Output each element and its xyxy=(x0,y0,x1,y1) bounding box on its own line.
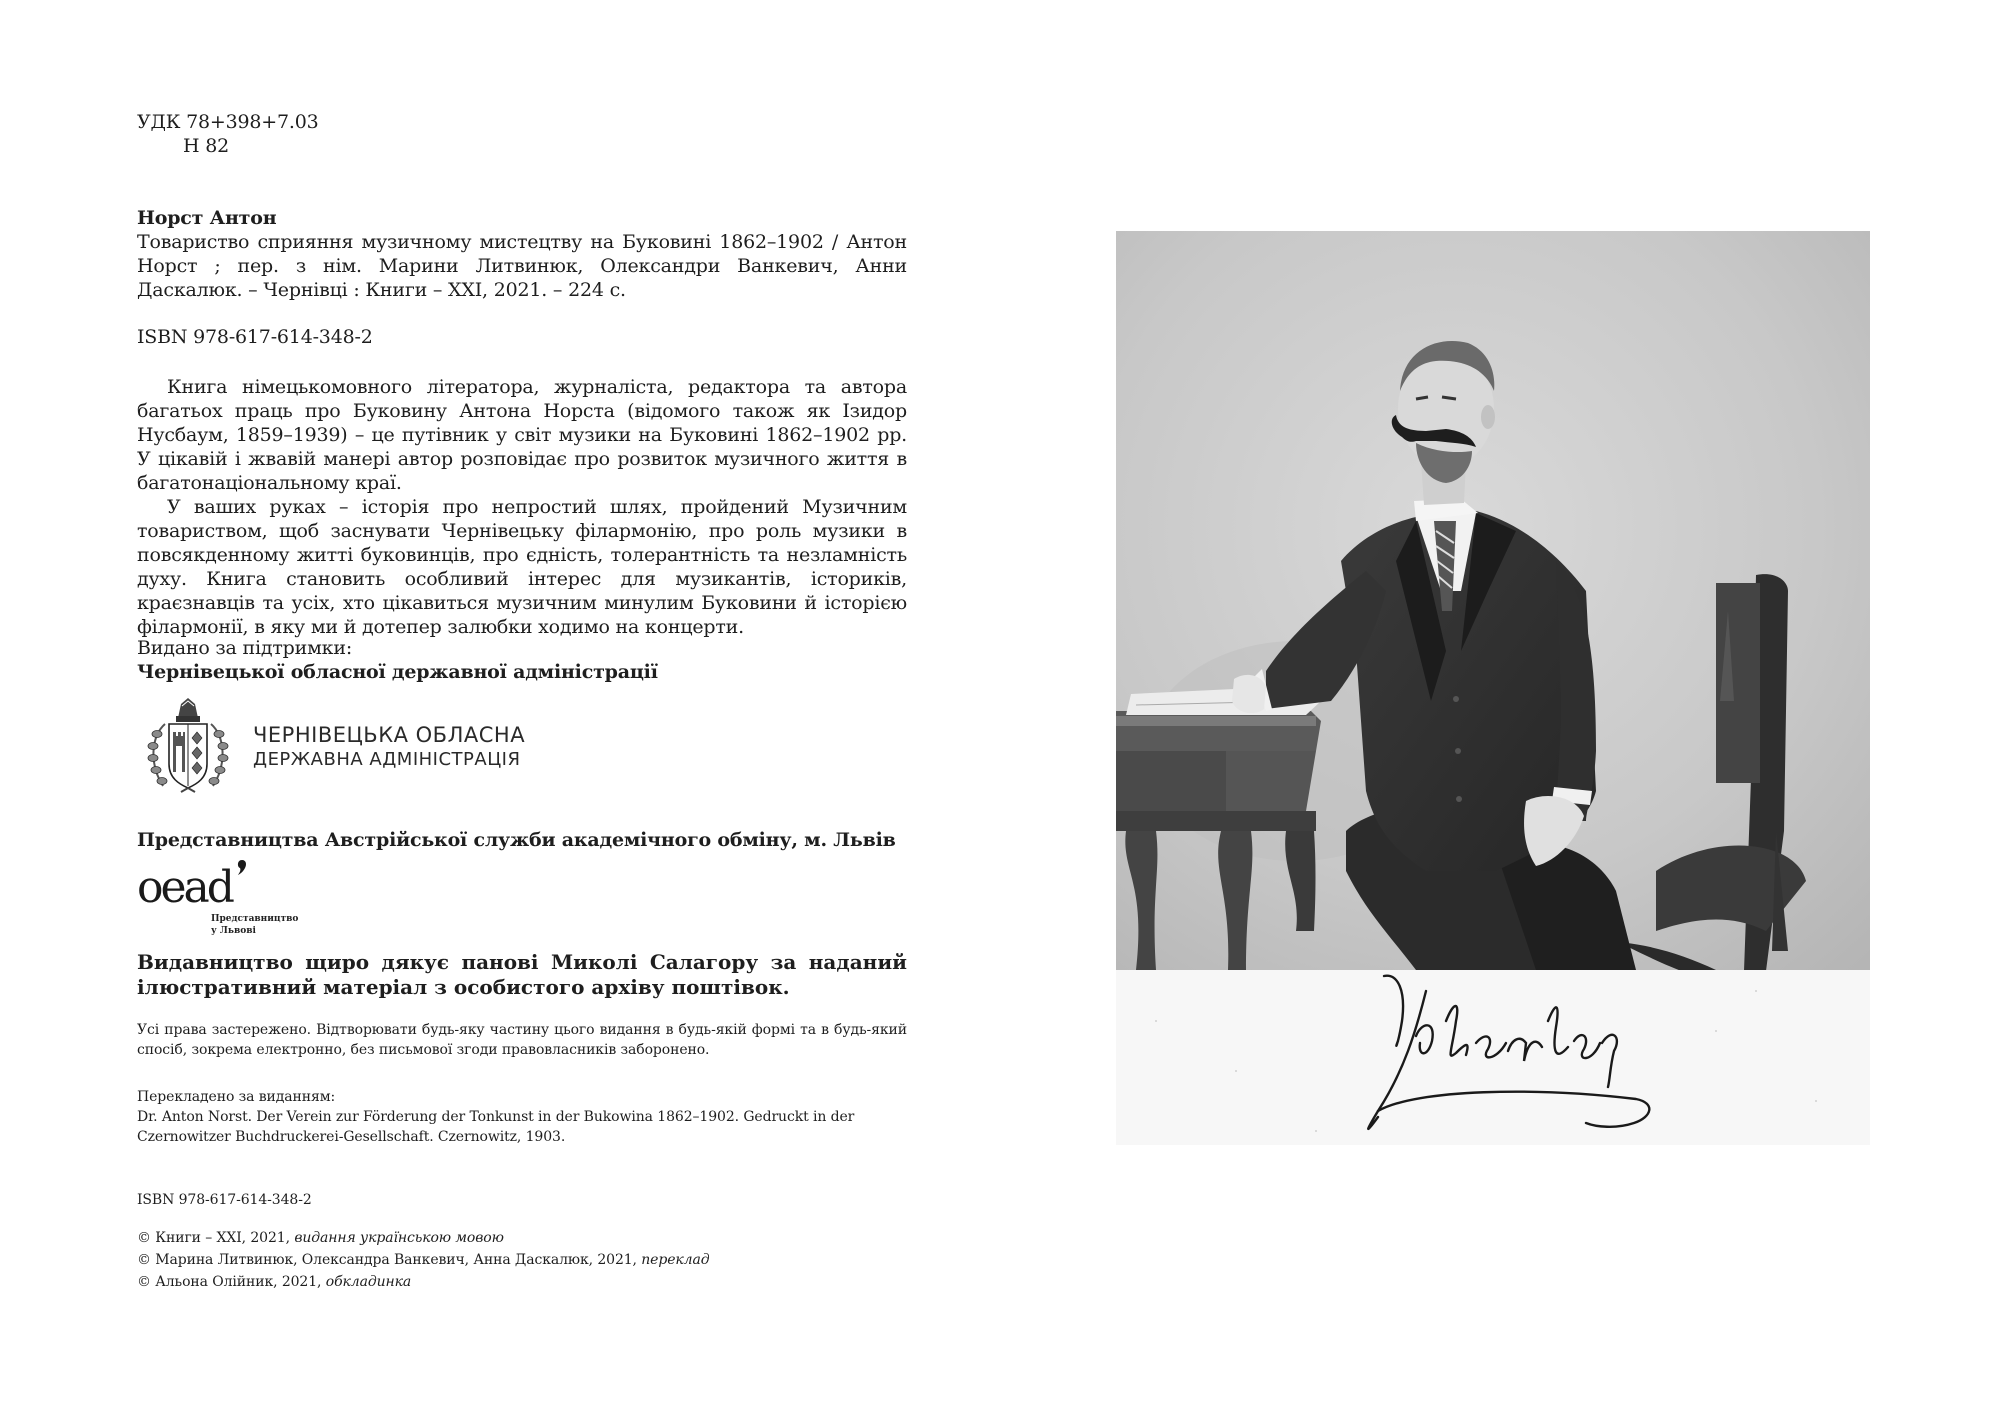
copyright-list xyxy=(137,1227,907,1293)
thanks-note: Видавництво щиро дякує панові Миколі Салагору за наданий ілюстративний матеріал з особистого архіву поштівок. xyxy=(137,950,907,999)
copyright-holder: © Книги – XXI, 2021, xyxy=(137,1230,295,1246)
portrait-photograph xyxy=(1116,231,1870,1145)
annotation xyxy=(137,375,907,639)
udc-block xyxy=(137,110,907,158)
author-mark: Н 82 xyxy=(183,135,229,157)
copyright-role: переклад xyxy=(641,1252,710,1268)
oead-subtitle xyxy=(211,913,298,937)
copyright-line xyxy=(137,1227,907,1249)
oead-subtitle-line2: у Львові xyxy=(211,926,256,936)
copyright-role: видання українською мовою xyxy=(294,1230,504,1246)
annotation-paragraph: У ваших руках – історія про непростий шлях, пройдений Музичним товариством, щоб заснувати Чернівецьку філармонію, про роль музики в повсякденному житті буковинців, про єдність, толерантність та незламність духу. Книга становить особливий інтерес для музикантів, істориків, краєзнавців та усіх, хто цікавиться музичним минулим Буковини й історією філармонії, в яку ми й дотепер залюбки ходимо на концерти. xyxy=(137,496,907,638)
support-org: Чернівецької обласної державної адміністрації xyxy=(137,661,658,683)
oda-logo-text xyxy=(253,722,525,772)
oead-subtitle-line1: Представництво xyxy=(211,914,299,924)
apostrophe-icon xyxy=(237,860,247,876)
bibliographic-entry xyxy=(137,206,907,302)
copyright-role: обкладинка xyxy=(325,1274,412,1290)
isbn-bottom: ISBN 978-617-614-348-2 xyxy=(137,1192,312,1208)
coat-of-arms-icon xyxy=(143,696,233,798)
annotation-paragraph: Книга німецькомовного літератора, журналіста, редактора та автора багатьох праць про Буковину Антона Норста (відомого також як Ізидор Нусбаум, 1859–1939) – це путівник у світ музики на Буковині 1862–1902 рр. У цікавій і жвавій манері автор розповідає про розвиток музичного життя в багатонаціональному краї. xyxy=(137,376,907,494)
udc-code: УДК 78+398+7.03 xyxy=(137,111,319,133)
original-edition-record: Dr. Anton Norst. Der Verein zur Förderung der Tonkunst in der Bukowina 1862–1902. Gedruckt in der Czernowitzer Buchdruckerei-Gesellschaft. Czernowitz, 1903. xyxy=(137,1109,855,1145)
rights-notice: Усі права застережено. Відтворювати будь-яку частину цього видання в будь-якій формі та в будь-який спосіб, зокрема електронно, без письмової згоди правовласників заборонено. xyxy=(137,1022,907,1058)
oda-logo-line2: ДЕРЖАВНА АДМІНІСТРАЦІЯ xyxy=(253,749,521,770)
original-edition xyxy=(137,1087,907,1147)
oead-logo xyxy=(137,862,299,936)
copyright-line xyxy=(137,1249,907,1271)
copyright-line xyxy=(137,1271,907,1293)
support-label: Видано за підтримки: xyxy=(137,637,353,659)
isbn-top: ISBN 978-617-614-348-2 xyxy=(137,326,373,348)
oead-wordmark: oead xyxy=(137,862,232,913)
oda-logo-line1: ЧЕРНІВЕЦЬКА ОБЛАСНА xyxy=(253,723,526,747)
copyright-holder: © Марина Литвинюк, Олександра Ванкевич, Анна Даскалюк, 2021, xyxy=(137,1252,642,1268)
author-name: Норст Антон xyxy=(137,207,277,229)
original-edition-label: Перекладено за виданням: xyxy=(137,1089,336,1105)
support-block xyxy=(137,636,907,684)
oead-org: Представництва Австрійської служби академічного обміну, м. Львів xyxy=(137,829,896,851)
bibliographic-record: Товариство сприяння музичному мистецтву на Буковині 1862–1902 / Антон Норст ; пер. з нім. Марини Литвинюк, Олександри Ванкевич, Анни Даскалюк. – Чернівці : Книги – XXI, 2021. – 224 с. xyxy=(137,231,907,301)
copyright-holder: © Альона Олійник, 2021, xyxy=(137,1274,326,1290)
